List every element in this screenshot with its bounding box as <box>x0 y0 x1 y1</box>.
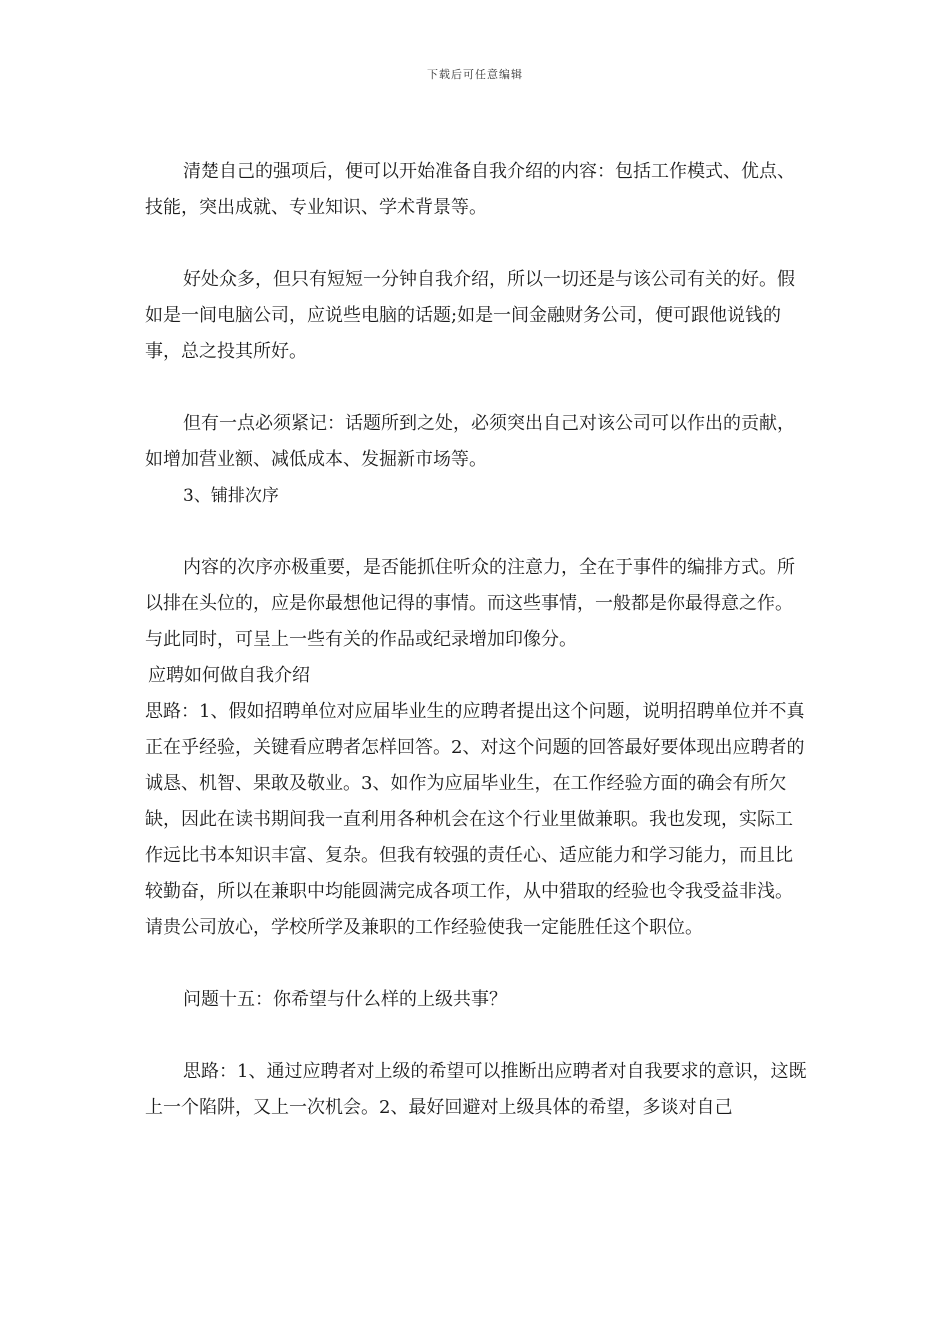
paragraph-company-relevance: 好处众多，但只有短短一分钟自我介绍，所以一切还是与该公司有关的好。假如是一间电脑公司，应说些电脑的话题;如是一间金融财务公司，便可跟他说钱的事，总之投其所好。 <box>145 269 795 362</box>
section-heading-ordering: 3、铺排次序 <box>183 486 279 506</box>
page-header: 下载后可任意编辑 <box>427 68 523 81</box>
paragraph-approach-graduates: 思路：1、假如招聘单位对应届毕业生的应聘者提出这个问题，说明招聘单位并不真正在乎经验，关键看应聘者怎样回答。2、对这个问题的回答最好要体现出应聘者的诚恳、机智、果敢及敬业。3、如作为应届毕业生，在工作经验方面的确会有所欠缺，因此在读书期间我一直利用各种机会在这个行业里做兼职。我也发现，实际工作远比书本知识丰富、复杂。但我有较强的责任心、适应能力和学习能力，而且比较勤奋，所以在兼职中均能圆满完成各项工作，从中猎取的经验也令我受益非浅。请贵公司放心，学校所学及兼职的工作经验使我一定能胜任这个职位。 <box>145 701 805 938</box>
paragraph-contribution: 但有一点必须紧记：话题所到之处，必须突出自己对该公司可以作出的贡献，如增加营业额、减低成本、发掘新市场等。 <box>145 413 795 470</box>
document-body <box>145 154 810 1126</box>
question-fifteen-heading: 问题十五：你希望与什么样的上级共事？ <box>183 989 507 1010</box>
paragraph-approach-superior: 思路：1、通过应聘者对上级的希望可以推断出应聘者对自我要求的意识，这既上一个陷阱，又上一次机会。2、最好回避对上级具体的希望，多谈对自己 <box>145 1061 807 1118</box>
subtitle-self-introduction: 应聘如何做自我介绍 <box>148 665 310 686</box>
paragraph-order-importance: 内容的次序亦极重要，是否能抓住听众的注意力，全在于事件的编排方式。所以排在头位的，应是你最想他记得的事情。而这些事情，一般都是你最得意之作。与此同时，可呈上一些有关的作品或纪录增加印像分。 <box>145 557 795 650</box>
paragraph-strengths-content: 清楚自己的强项后，便可以开始准备自我介绍的内容：包括工作模式、优点、技能，突出成就、专业知识、学术背景等。 <box>145 161 795 218</box>
